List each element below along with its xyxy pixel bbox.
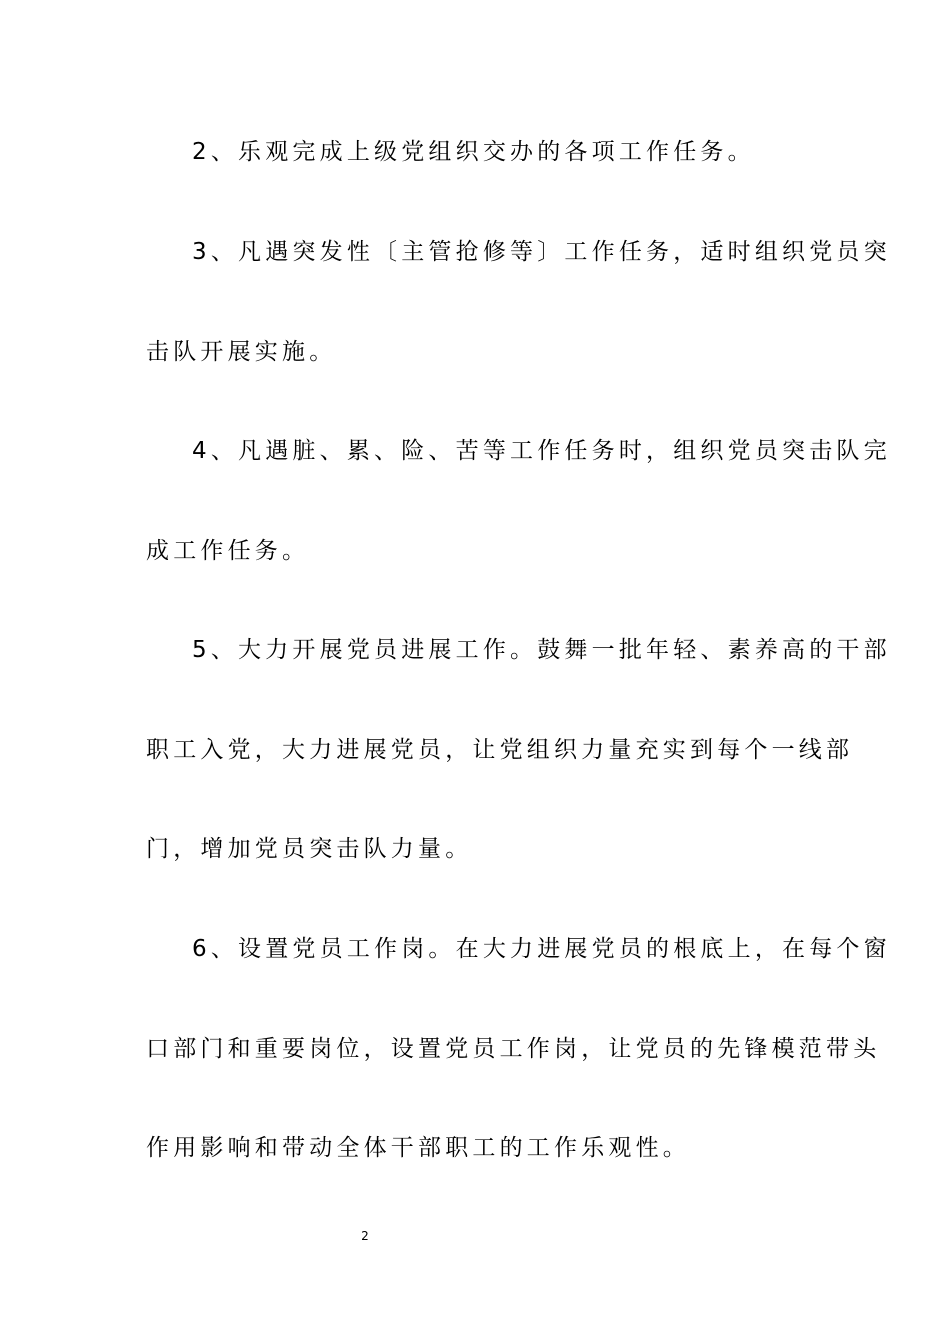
page-number: 2	[361, 1229, 369, 1243]
item-4-line-2: 成工作任务。	[146, 538, 310, 564]
item-6-line-2: 口部门和重要岗位，设置党员工作岗，让党员的先锋模范带头	[146, 1036, 881, 1062]
item-5-line-3: 门，增加党员突击队力量。	[146, 836, 473, 862]
item-5-line-1: 5、大力开展党员进展工作。鼓舞一批年轻、素养高的干部	[192, 637, 891, 663]
item-5-line-2: 职工入党，大力进展党员，让党组织力量充实到每个一线部	[146, 737, 854, 763]
item-4-line-1: 4、凡遇脏、累、险、苦等工作任务时，组织党员突击队完	[192, 438, 891, 464]
item-6-line-3: 作用影响和带动全体干部职工的工作乐观性。	[146, 1135, 690, 1161]
item-2-line-1: 2、乐观完成上级党组织交办的各项工作任务。	[192, 139, 755, 165]
item-3-line-1: 3、凡遇突发性〔主管抢修等〕工作任务，适时组织党员突	[192, 239, 891, 265]
item-3-line-2: 击队开展实施。	[146, 339, 337, 365]
item-6-line-1: 6、设置党员工作岗。在大力进展党员的根底上，在每个窗	[192, 936, 891, 962]
